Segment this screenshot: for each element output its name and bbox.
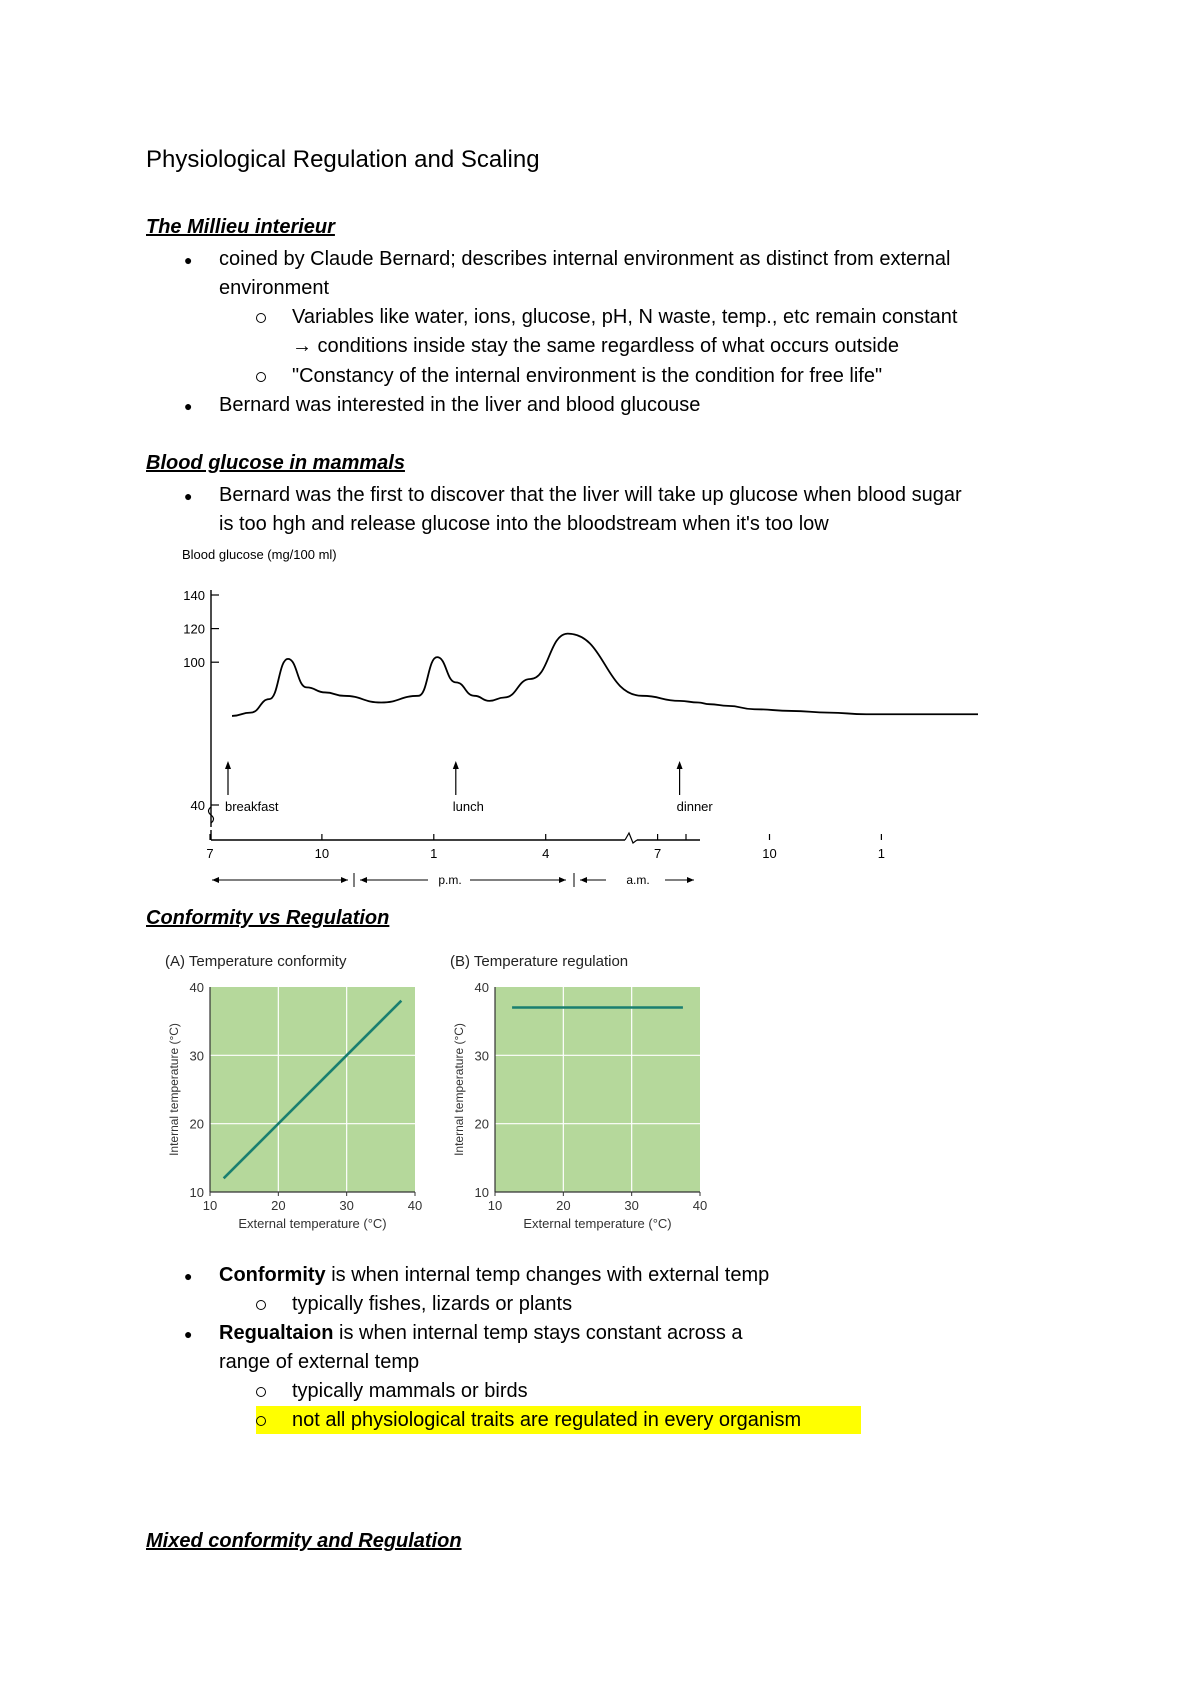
- x-tick-label: 1: [430, 846, 438, 861]
- x-tick-label: 10: [314, 846, 330, 861]
- x-tick-label: 10: [202, 1198, 218, 1213]
- x-tick-label: 30: [339, 1198, 354, 1213]
- y-axis-label: Blood glucose (mg/100 ml): [182, 547, 337, 562]
- x-tick-label: 1: [877, 846, 886, 861]
- y-tick-label: 120: [183, 621, 205, 637]
- highlighted-text: not all physiological traits are regulated in every organism: [292, 1409, 802, 1431]
- section-heading-blood-glucose: Blood glucose in mammals: [146, 452, 405, 474]
- body-text: Bernard was interested in the liver and blood glucouse: [219, 394, 701, 416]
- y-tick-label: 30: [189, 1048, 204, 1064]
- y-tick-label: 30: [474, 1048, 489, 1064]
- y-tick-label: 140: [183, 588, 205, 603]
- arrowhead: [453, 761, 459, 769]
- sub-bullet-icon: [256, 313, 266, 323]
- bullet-icon: ●: [184, 1326, 193, 1342]
- section-heading-milieu: The Millieu interieur: [146, 216, 335, 238]
- y-tick-label: 40: [474, 980, 489, 995]
- x-tick-label: 4: [542, 846, 550, 861]
- arrowhead: [687, 877, 694, 883]
- sub-bullet-icon: [256, 1416, 266, 1426]
- y-axis-label: Internal temperature (°C): [452, 1023, 466, 1156]
- arrowhead: [580, 877, 587, 883]
- plot-background: [495, 987, 700, 1192]
- y-tick-label: 40: [190, 798, 205, 813]
- body-text: range of external temp: [219, 1351, 420, 1373]
- y-tick-label: 10: [189, 1185, 204, 1200]
- body-text: "Constancy of the internal environment is the condition for free life": [292, 365, 883, 387]
- arrowhead: [559, 877, 566, 883]
- x-axis-label: External temperature (°C): [238, 1216, 387, 1231]
- body-text: [219, 1261, 769, 1290]
- x-tick-label: 30: [624, 1198, 639, 1213]
- blood-glucose-chart: [160, 545, 886, 895]
- x-axis-label: External temperature (°C): [523, 1216, 672, 1231]
- body-text: typically mammals or birds: [292, 1380, 528, 1402]
- y-tick-label: 20: [189, 1116, 204, 1132]
- sub-bullet-icon: [256, 372, 266, 382]
- chart-title: (A) Temperature conformity: [165, 953, 347, 970]
- y-tick-label: 40: [189, 980, 204, 995]
- arrowhead: [225, 761, 231, 769]
- body-text: → conditions inside stay the same regardless of what occurs outside: [292, 335, 899, 357]
- section-heading-conformity: Conformity vs Regulation: [146, 907, 390, 929]
- body-text: is when internal temp changes with external temp: [325, 1264, 770, 1286]
- y-tick-label: 20: [474, 1116, 489, 1132]
- x-tick-label: 10: [487, 1198, 503, 1213]
- body-text: [219, 1319, 743, 1348]
- section-heading-mixed: Mixed conformity and Regulation: [146, 1530, 462, 1552]
- x-tick-label: 40: [692, 1198, 708, 1213]
- temperature-conformity-chart: [160, 945, 430, 1240]
- meal-label: dinner: [676, 799, 713, 814]
- arrowhead: [360, 877, 367, 883]
- term-conformity: Conformity: [219, 1264, 326, 1286]
- body-text: coined by Claude Bernard; describes internal environment as distinct from external: [219, 248, 951, 270]
- chart-title: (B) Temperature regulation: [450, 953, 629, 970]
- meal-label: breakfast: [225, 799, 279, 814]
- y-axis-label: Internal temperature (°C): [167, 1023, 181, 1156]
- x-tick-label: 20: [271, 1198, 286, 1213]
- sub-bullet-icon: [256, 1300, 266, 1310]
- arrowhead: [677, 761, 683, 769]
- x-tick-label: 20: [556, 1198, 571, 1213]
- arrowhead: [341, 877, 348, 883]
- meal-label: lunch: [452, 799, 484, 814]
- x-tick-label: 40: [407, 1198, 423, 1213]
- term-regulation: Regualtaion: [219, 1322, 334, 1344]
- body-text: typically fishes, lizards or plants: [292, 1293, 573, 1315]
- body-text: environment: [219, 277, 330, 299]
- bullet-icon: ●: [184, 488, 193, 504]
- y-tick-label: 100: [183, 655, 205, 671]
- x-axis-break: [625, 833, 637, 843]
- temperature-regulation-chart: [445, 945, 715, 1240]
- period-label: a.m.: [626, 873, 650, 887]
- arrowhead: [212, 877, 219, 883]
- glucose-curve: [232, 634, 978, 716]
- body-text: Bernard was the first to discover that the liver will take up glucose when blood sugar: [219, 484, 962, 506]
- sub-bullet-icon: [256, 1387, 266, 1397]
- period-label: p.m.: [438, 873, 462, 887]
- body-text: is when internal temp stays constant across a: [333, 1322, 743, 1344]
- x-tick-label: 7: [206, 846, 214, 861]
- y-tick-label: 10: [474, 1185, 489, 1200]
- body-text: Variables like water, ions, glucose, pH, N waste, temp., etc remain constant: [292, 306, 958, 328]
- body-text: is too hgh and release glucose into the bloodstream when it's too low: [219, 513, 829, 535]
- x-tick-label: 10: [762, 846, 777, 861]
- page-title: Physiological Regulation and Scaling: [146, 146, 540, 173]
- bullet-icon: ●: [184, 398, 193, 414]
- bullet-icon: ●: [184, 1268, 193, 1284]
- bullet-icon: ●: [184, 252, 193, 268]
- x-tick-label: 7: [653, 846, 662, 861]
